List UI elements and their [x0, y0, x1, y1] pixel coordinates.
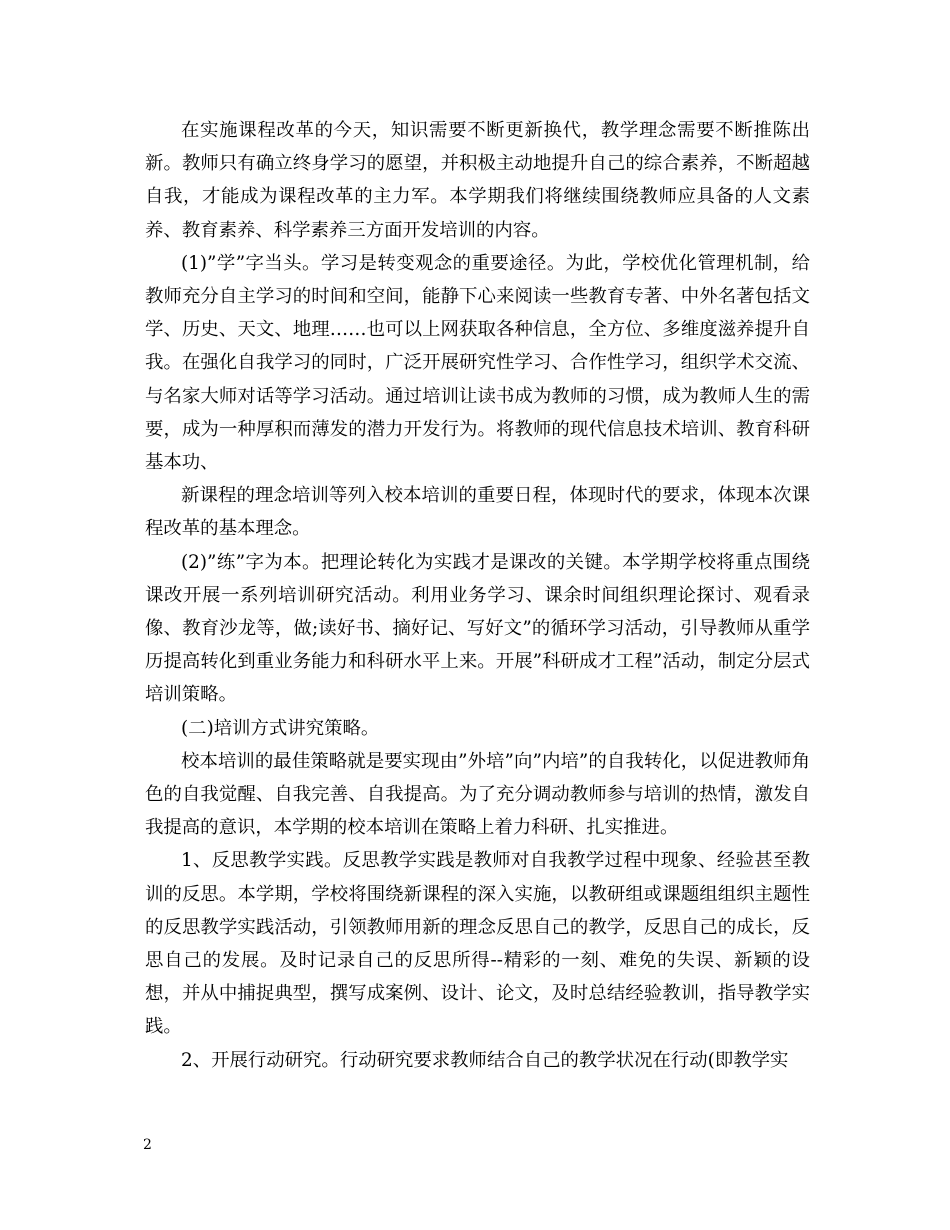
paragraph-intro: 在实施课程改革的今天，知识需要不断更新换代，教学理念需要不断推陈出新。教师只有确立终身学习的愿望，并积极主动地提升自己的综合素养，不断超越自我，才能成为课程改革的主力军。本学期我们将继续围绕教师应具备的人文素养、教育素养、科学素养三方面开发培训的内容。 — [145, 120, 810, 241]
document-body — [145, 114, 810, 1077]
section-heading-training-methods: (二)培训方式讲究策略。 — [181, 717, 380, 739]
paragraph-reflection: 1、反思教学实践。反思教学实践是教师对自我教学过程中现象、经验甚至教训的反思。本学期，学校将围绕新课程的深入实施，以教研组或课题组组织主题性的反思教学实践活动，引领教师用新的理念反思自己的教学，反思自己的成长，反思自己的发展。及时记录自己的反思所得--精彩的一刻、难免的失误、新颖的设想，并从中捕捉典型，撰写成案例、设计、论文，及时总结经验教训，指导教学实践。 — [145, 850, 810, 1038]
paragraph-strategy: 校本培训的最佳策略就是要实现由”外培”向”内培”的自我转化，以促进教师角色的自我觉醒、自我完善、自我提高。为了充分调动教师参与培训的热情，激发自我提高的意识，本学期的校本培训在策略上着力科研、扎实推进。 — [145, 750, 810, 839]
page-number: 2 — [143, 1137, 152, 1153]
paragraph-new-curriculum: 新课程的理念培训等列入校本培训的重要日程，体现时代的要求，体现本次课程改革的基本理念。 — [145, 485, 810, 540]
paragraph-practice: (2)”练”字为本。把理论转化为实践才是课改的关键。本学期学校将重点围绕课改开展一系列培训研究活动。利用业务学习、课余时间组织理论探讨、观看录像、教育沙龙等，做;读好书、摘好记、写好文”的循环学习活动，引导教师从重学历提高转化到重业务能力和科研水平上来。开展”科研成才工程”活动，制定分层式培训策略。 — [145, 551, 810, 706]
paragraph-action-research: 2、开展行动研究。行动研究要求教师结合自己的教学状况在行动(即教学实 — [181, 1049, 789, 1071]
paragraph-study: (1)”学”字当头。学习是转变观念的重要途径。为此，学校优化管理机制，给教师充分自主学习的时间和空间，能静下心来阅读一些教育专著、中外名著包括文学、历史、天文、地理……也可以上网获取各种信息，全方位、多维度滋养提升自我。在强化自我学习的同时，广泛开展研究性学习、合作性学习，组织学术交流、与名家大师对话等学习活动。通过培训让读书成为教师的习惯，成为教师人生的需要，成为一种厚积而薄发的潜力开发行为。将教师的现代信息技术培训、教育科研基本功、 — [145, 252, 810, 474]
